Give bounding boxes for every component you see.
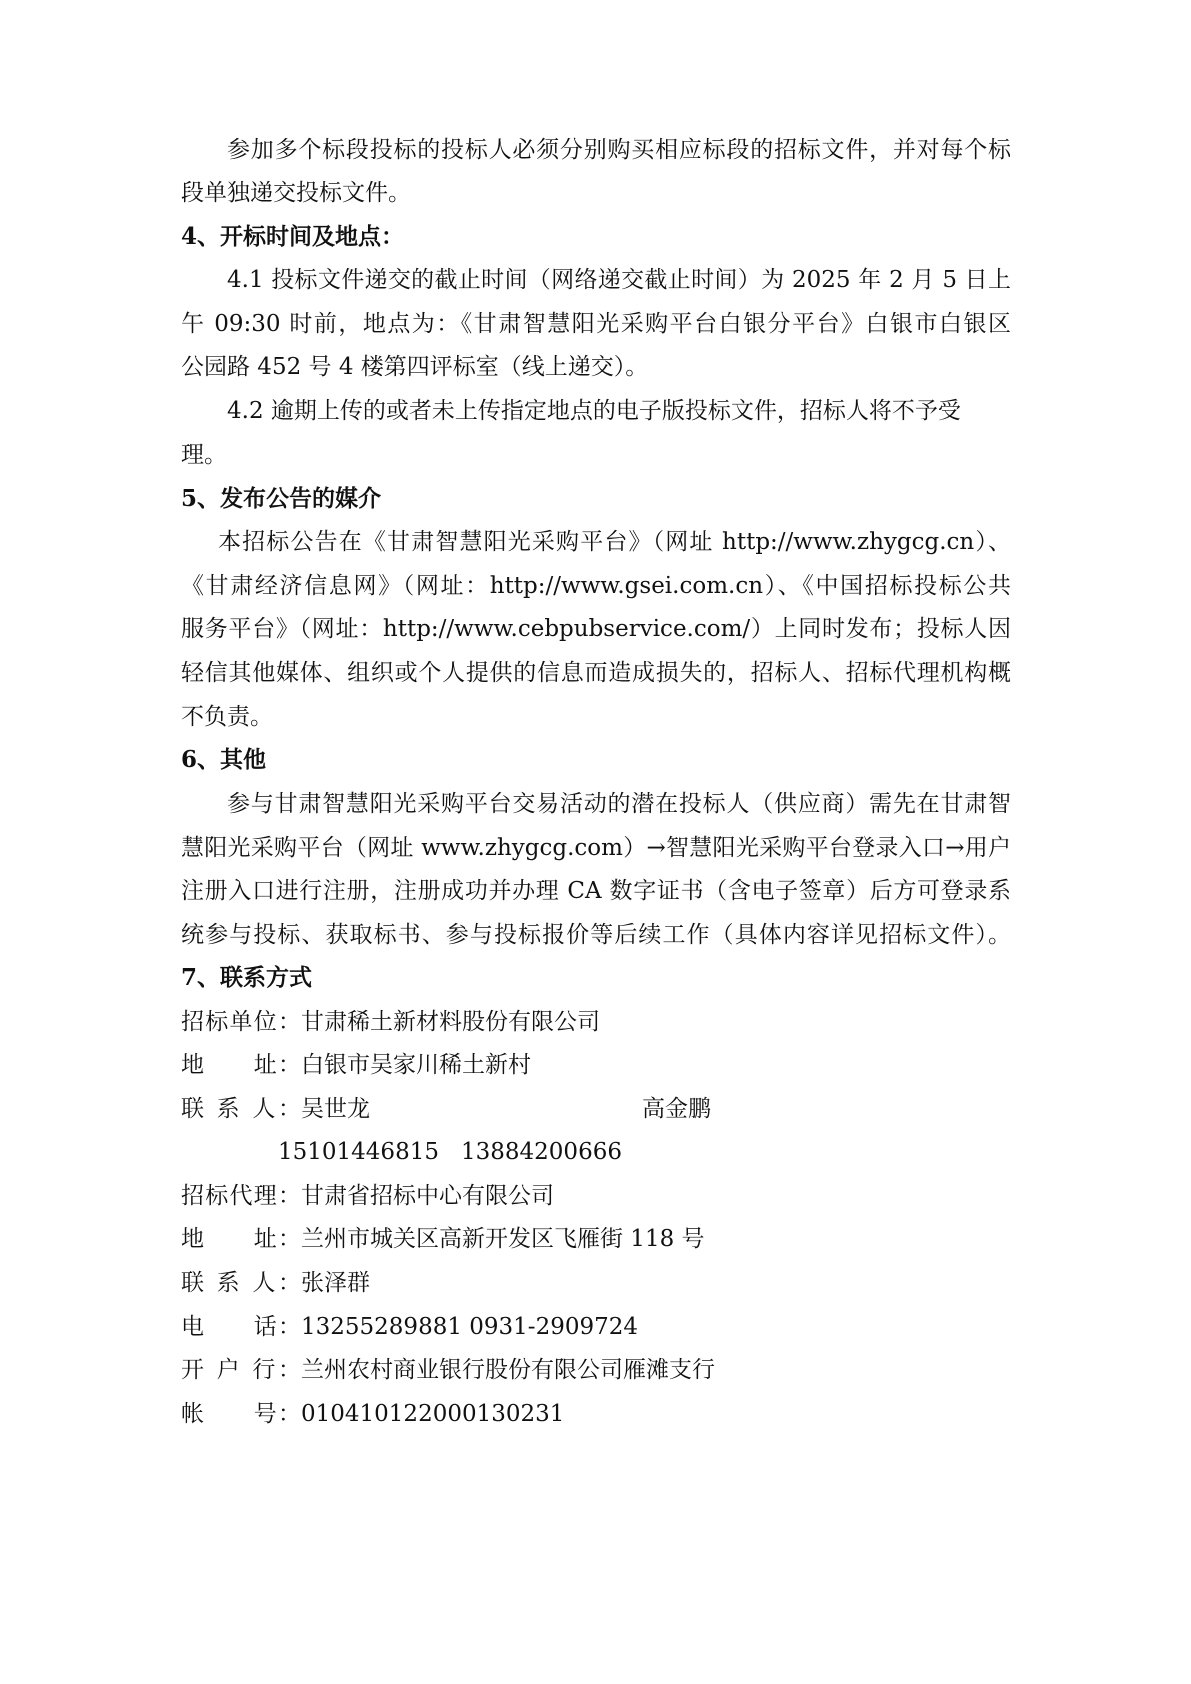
field-value: 吴世龙 bbox=[301, 1096, 370, 1122]
contact-row-address bbox=[181, 1224, 1011, 1254]
phone-number: 15101446815 bbox=[278, 1139, 439, 1165]
section-heading: 4、开标时间及地点： bbox=[181, 223, 405, 250]
field-label: 电 话： bbox=[181, 1314, 301, 1340]
field-value: 高金鹏 bbox=[642, 1096, 711, 1122]
paragraph-line: 4.1 投标文件递交的截止时间（网络递交截止时间）为 2025 年 2 月 5 日上 bbox=[227, 267, 1011, 293]
field-value: 白银市吴家川稀土新村 bbox=[301, 1052, 531, 1078]
paragraph-line: 统参与投标、获取标书、参与投标报价等后续工作（具体内容详见招标文件）。 bbox=[181, 922, 1011, 948]
field-value: 010410122000130231 bbox=[301, 1401, 565, 1427]
field-label: 联 系 人： bbox=[181, 1270, 301, 1296]
field-value: 兰州市城关区高新开发区飞雁街 118 号 bbox=[301, 1226, 705, 1252]
field-label: 开 户 行： bbox=[181, 1357, 301, 1383]
paragraph-line: 公园路 452 号 4 楼第四评标室（线上递交）。 bbox=[181, 354, 649, 380]
paragraph-line: 轻信其他媒体、组织或个人提供的信息而造成损失的，招标人、招标代理机构概 bbox=[181, 660, 1011, 686]
contact-row-contact bbox=[181, 1268, 1011, 1298]
contact-row-address bbox=[181, 1050, 1011, 1080]
field-label: 招标代理： bbox=[181, 1183, 301, 1209]
section-heading: 7、联系方式 bbox=[181, 964, 313, 991]
contact-row-agent bbox=[181, 1181, 1011, 1211]
section-heading: 5、发布公告的媒介 bbox=[181, 485, 382, 512]
paragraph-line: 理。 bbox=[181, 442, 227, 468]
paragraph-line: 段单独递交投标文件。 bbox=[181, 180, 411, 206]
field-value: 张泽群 bbox=[301, 1270, 370, 1296]
field-value: 兰州农村商业银行股份有限公司雁滩支行 bbox=[301, 1357, 715, 1383]
contact-row-telephone bbox=[181, 1312, 1011, 1342]
phone-number: 13884200666 bbox=[461, 1139, 622, 1165]
paragraph-line: 注册入口进行注册，注册成功并办理 CA 数字证书（含电子签章）后方可登录系 bbox=[181, 878, 1011, 904]
paragraph-line: 参与甘肃智慧阳光采购平台交易活动的潜在投标人（供应商）需先在甘肃智 bbox=[227, 791, 1011, 817]
section-heading: 6、其他 bbox=[181, 746, 267, 773]
field-label: 联 系 人： bbox=[181, 1096, 301, 1122]
paragraph-line: 不负责。 bbox=[181, 704, 273, 730]
field-label: 招标单位： bbox=[181, 1009, 301, 1035]
field-label: 地 址： bbox=[181, 1052, 301, 1078]
paragraph-line: 服务平台》（网址：http://www.cebpubservice.com/）上同时发布；投标人因 bbox=[181, 616, 1011, 642]
contact-row-tenderer bbox=[181, 1007, 1011, 1037]
field-value: 13255289881 0931-2909724 bbox=[301, 1314, 639, 1340]
contact-row-contact bbox=[181, 1094, 1011, 1124]
paragraph-line: 《甘肃经济信息网》（网址：http://www.gsei.com.cn）、《中国招标投标公共 bbox=[181, 573, 1011, 599]
paragraph-line: 参加多个标段投标的投标人必须分别购买相应标段的招标文件，并对每个标 bbox=[227, 137, 1011, 163]
paragraph-line: 4.2 逾期上传的或者未上传指定地点的电子版投标文件，招标人将不予受 bbox=[227, 398, 961, 424]
paragraph-line: 午 09:30 时前，地点为：《甘肃智慧阳光采购平台白银分平台》白银市白银区 bbox=[181, 311, 1011, 337]
contact-row-account bbox=[181, 1399, 1011, 1429]
contact-row-bank bbox=[181, 1355, 1011, 1385]
field-value: 甘肃稀土新材料股份有限公司 bbox=[301, 1009, 600, 1035]
field-label: 地 址： bbox=[181, 1226, 301, 1252]
field-label: 帐 号： bbox=[181, 1401, 301, 1427]
paragraph-line: 慧阳光采购平台（网址 www.zhygcg.com）→智慧阳光采购平台登录入口→用户 bbox=[181, 835, 1011, 861]
paragraph-line: 本招标公告在《甘肃智慧阳光采购平台》（网址 http://www.zhygcg.cn）、 bbox=[218, 529, 1011, 555]
field-value: 甘肃省招标中心有限公司 bbox=[301, 1183, 554, 1209]
